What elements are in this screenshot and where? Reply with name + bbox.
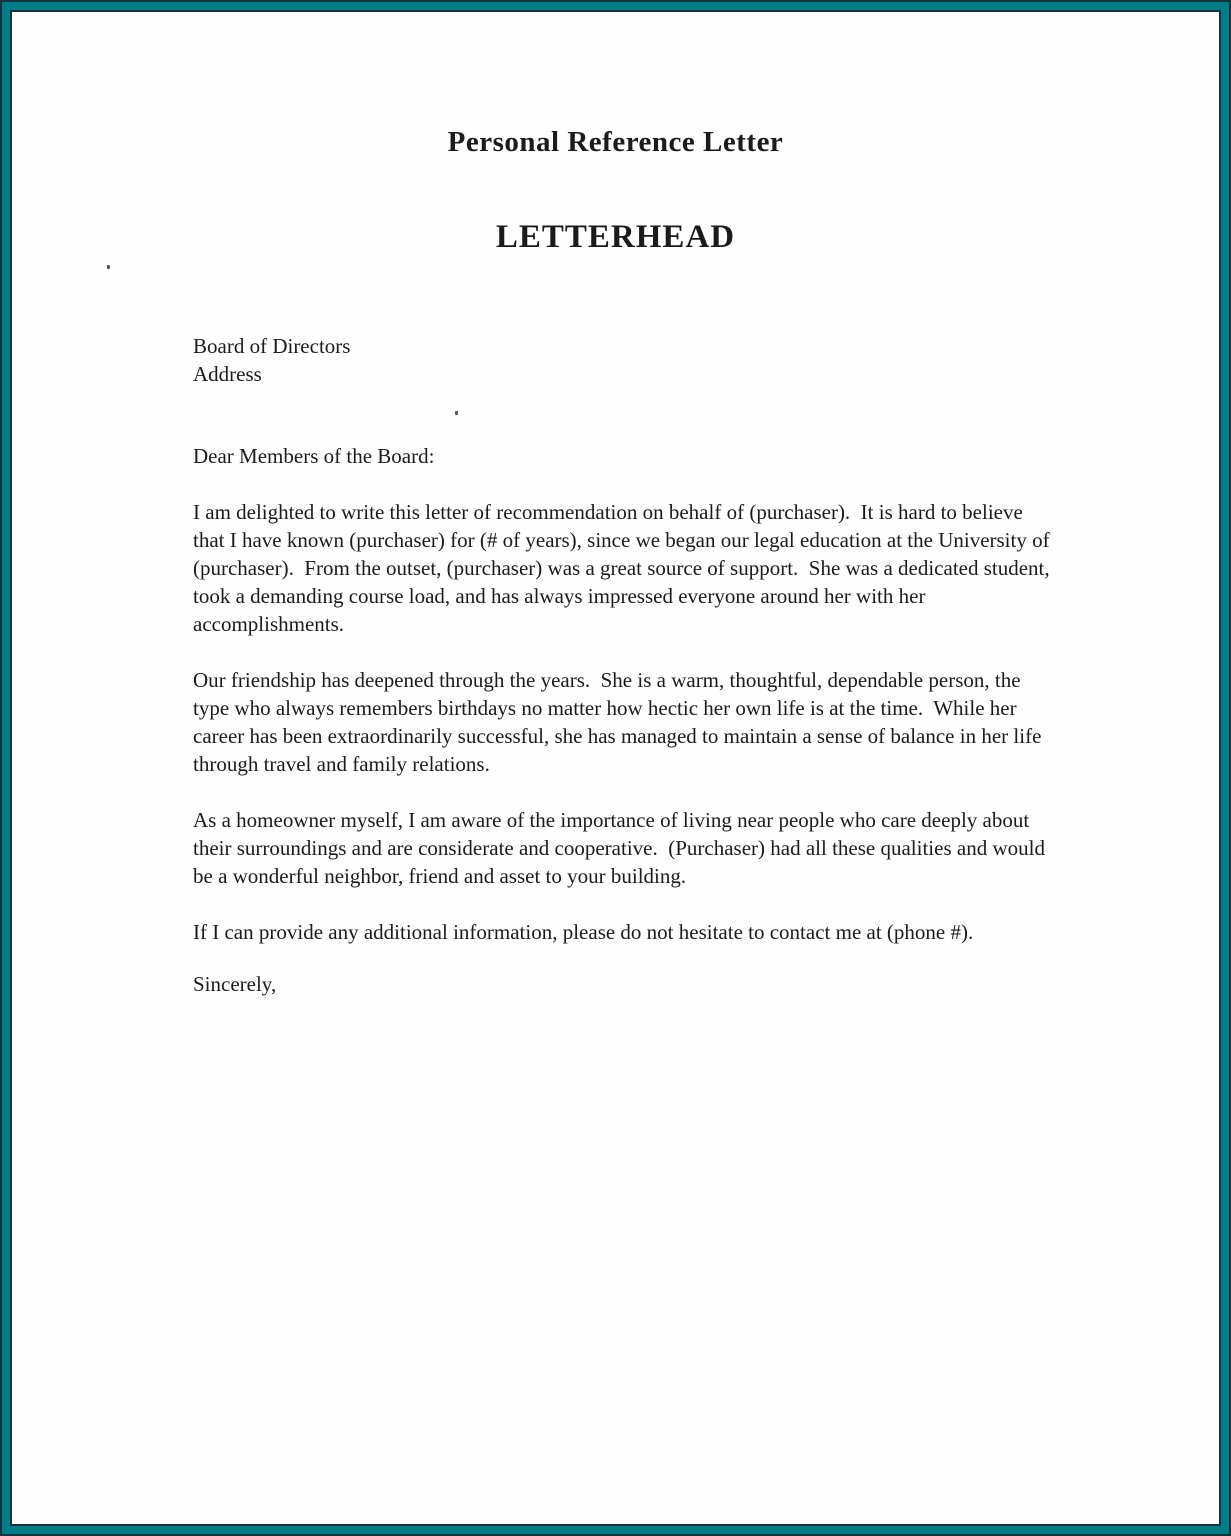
recipient-block xyxy=(193,332,1055,388)
paragraph-contact: If I can provide any additional information, please do not hesitate to contact me at (phone #). xyxy=(193,920,974,944)
document-title: Personal Reference Letter xyxy=(447,126,784,158)
scan-artifact-speck xyxy=(455,411,458,415)
recipient-address: Address xyxy=(193,362,262,386)
paragraph-friendship: Our friendship has deepened through the years. She is a warm, thoughtful, dependable person, the type who always remembers birthdays no matter how hectic her own life is at the time. While her career has been extraordinarily successful, she has managed to maintain a sense of balance in her life through travel and family relations. xyxy=(193,668,1047,776)
paragraph-introduction: I am delighted to write this letter of recommendation on behalf of (purchaser). It is hard to believe that I have known (purchaser) for (# of years), since we began our legal education at the University of (purchaser). From the outset, (purchaser) was a great source of support. She was a dedicated student, took a demanding course load, and has always impressed everyone around her with her accomplishments. xyxy=(193,500,1055,636)
page-border-frame xyxy=(2,2,1229,1534)
closing-sincerely: Sincerely, xyxy=(193,972,277,996)
letter-body xyxy=(193,332,1055,998)
letter-paper xyxy=(10,10,1221,1526)
paragraph-homeowner: As a homeowner myself, I am aware of the importance of living near people who care deeply about their surroundings and are considerate and cooperative. (Purchaser) had all these qualities and would be a wonderful neighbor, friend and asset to your building. xyxy=(193,808,1051,888)
salutation: Dear Members of the Board: xyxy=(193,444,435,468)
scan-artifact-speck xyxy=(107,265,110,269)
recipient-name: Board of Directors xyxy=(193,334,351,358)
letterhead-placeholder: LETTERHEAD xyxy=(495,219,736,255)
